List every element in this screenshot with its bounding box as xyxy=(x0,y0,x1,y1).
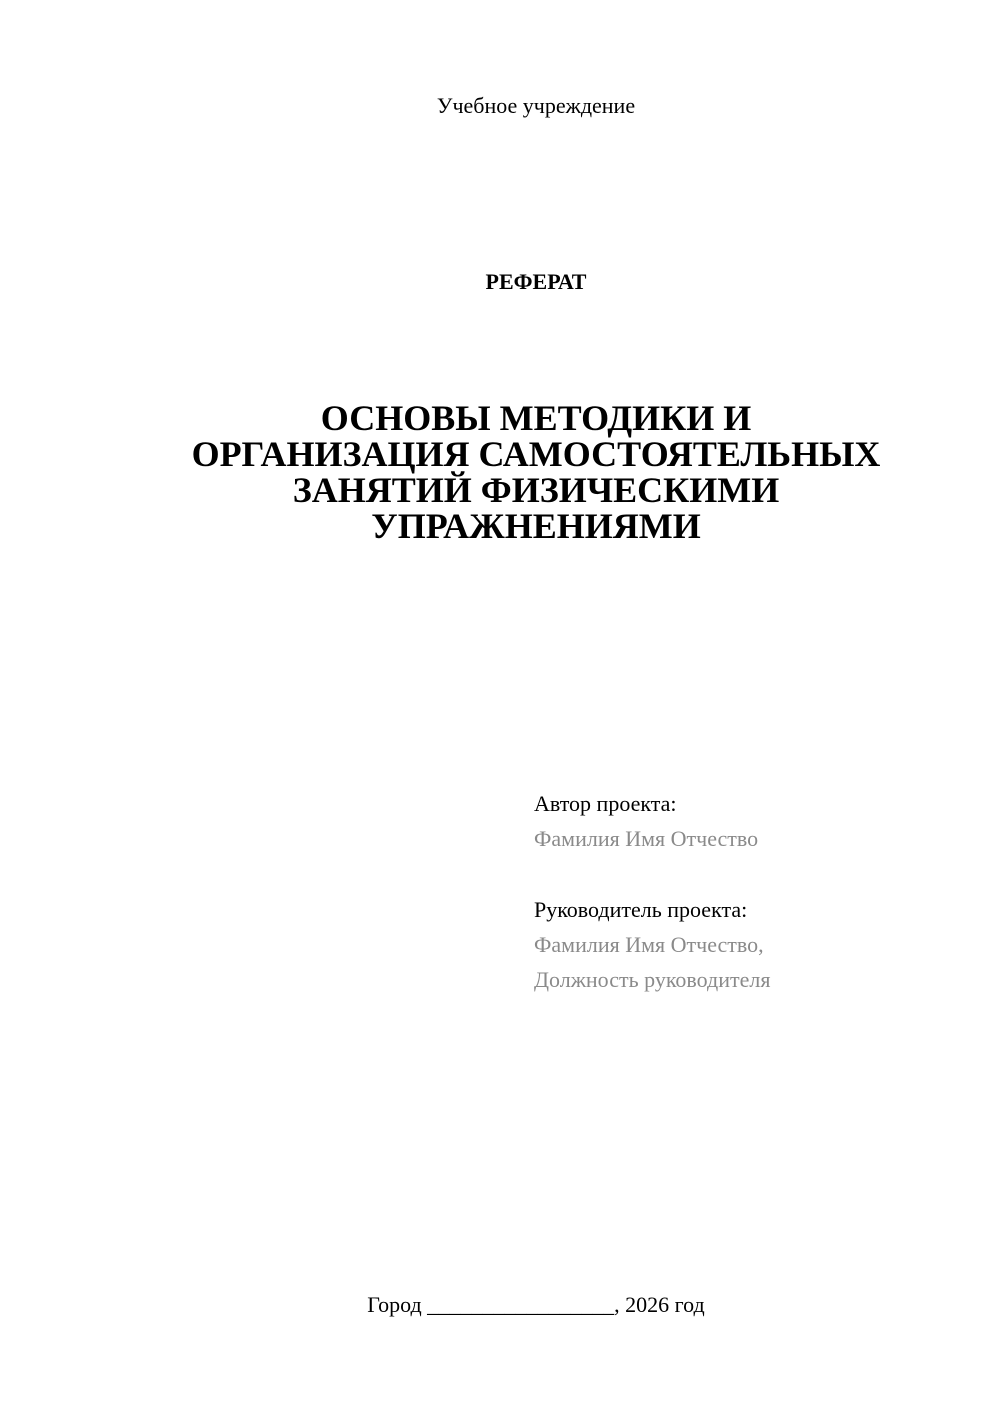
author-label: Автор проекта: xyxy=(534,791,677,816)
title-line: ОСНОВЫ МЕТОДИКИ И xyxy=(320,398,752,438)
institution-name: Учебное учреждение xyxy=(436,93,636,118)
author-name: Фамилия Имя Отчество xyxy=(534,826,759,851)
title-line: ОРГАНИЗАЦИЯ САМОСТОЯТЕЛЬНЫХ xyxy=(191,434,881,474)
city-label: Город xyxy=(367,1292,422,1317)
city-year-line xyxy=(0,1290,1000,1320)
city-blank: _________________ xyxy=(427,1292,615,1317)
document-type: РЕФЕРАТ xyxy=(485,269,587,294)
author-block xyxy=(534,786,974,856)
supervisor-label: Руководитель проекта: xyxy=(534,897,748,922)
supervisor-position: Должность руководителя xyxy=(534,967,771,992)
document-title xyxy=(130,400,942,544)
supervisor-name: Фамилия Имя Отчество, xyxy=(534,932,764,957)
title-line: ЗАНЯТИЙ ФИЗИЧЕСКИМИ xyxy=(292,470,780,510)
year-text: , 2026 год xyxy=(614,1292,705,1317)
supervisor-block xyxy=(534,892,974,997)
title-line: УПРАЖНЕНИЯМИ xyxy=(371,506,701,546)
